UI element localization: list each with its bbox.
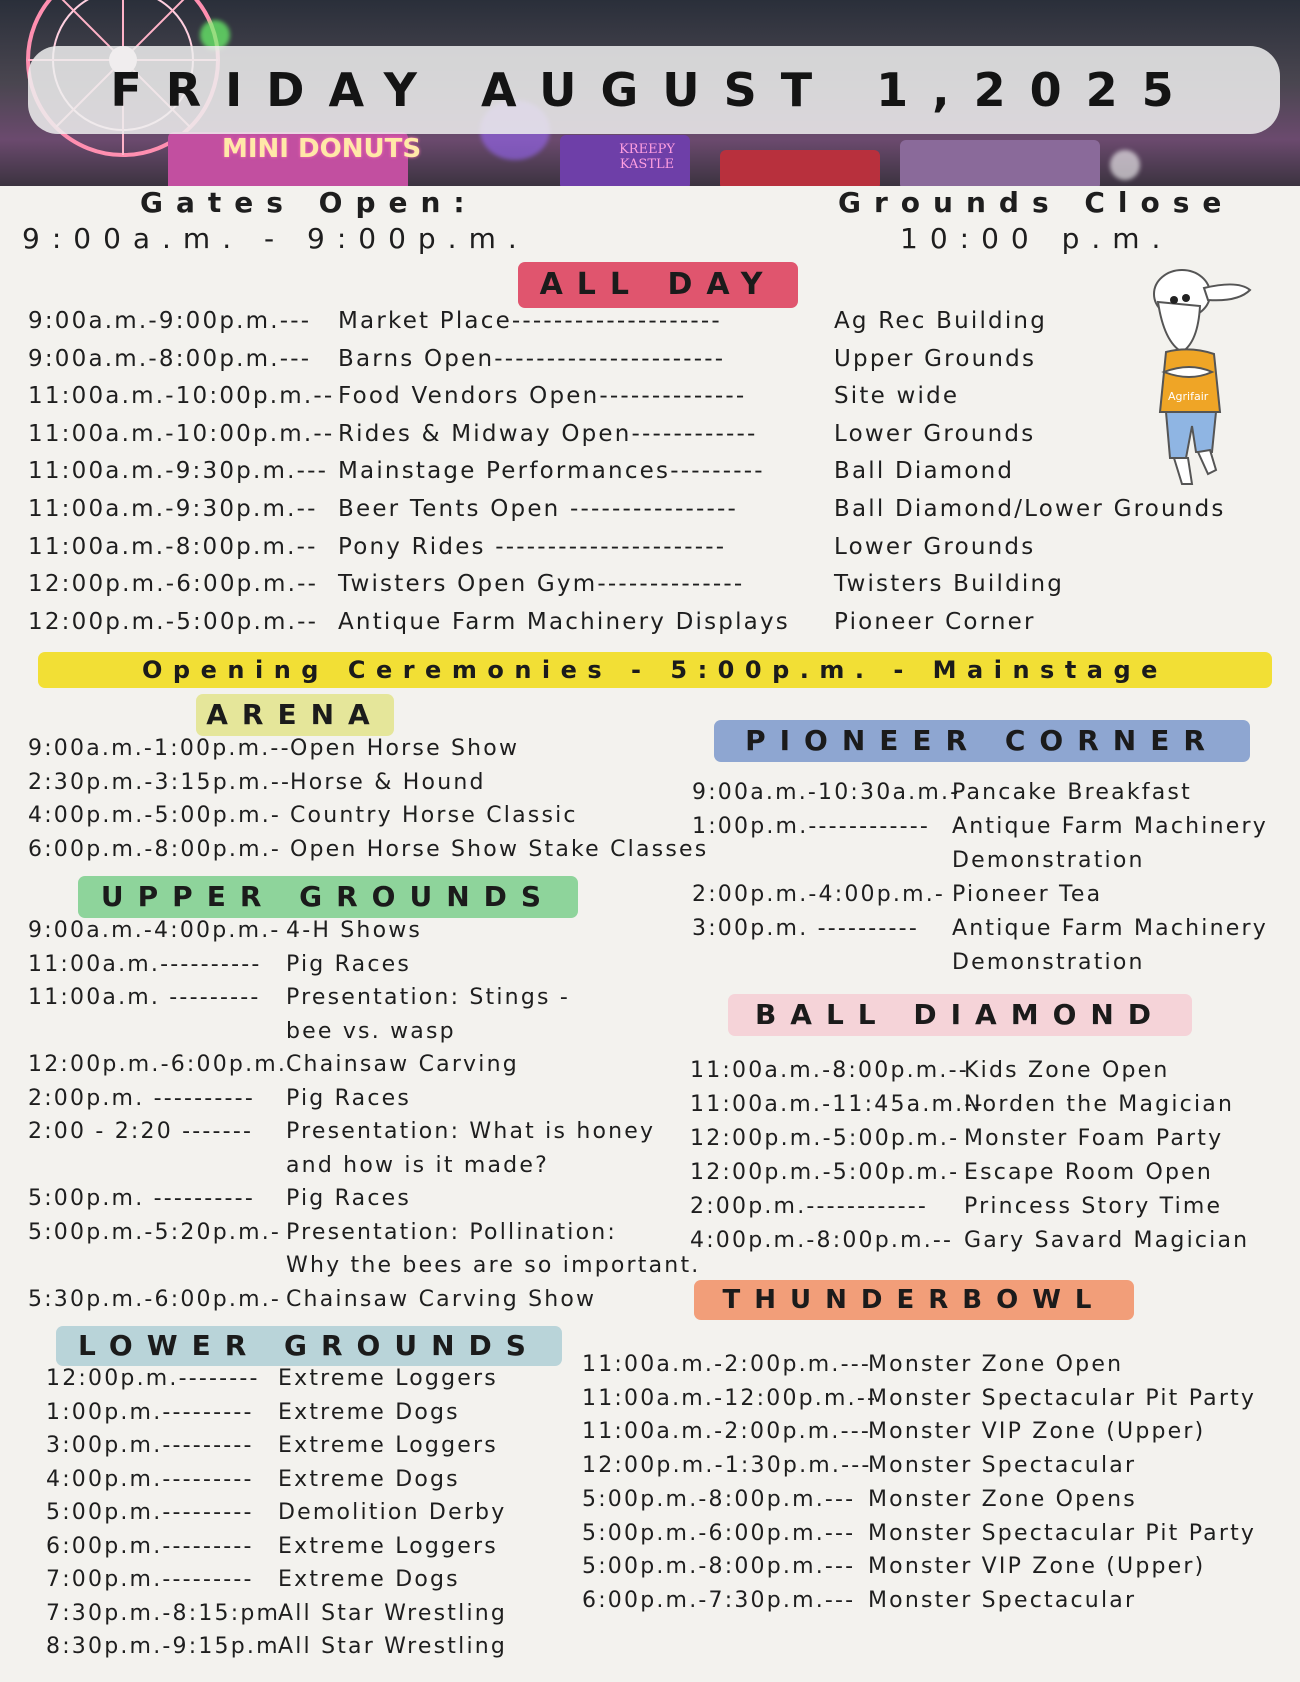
row-event: Mainstage Performances--------- xyxy=(338,458,765,484)
row-place: Lower Grounds xyxy=(834,421,1036,447)
row-event: Chainsaw Carving Show xyxy=(286,1287,597,1312)
row-event: Beer Tents Open ---------------- xyxy=(338,496,738,522)
row-event: Chainsaw Carving xyxy=(286,1052,519,1077)
row-event: Monster Spectacular xyxy=(868,1453,1137,1478)
row-time: 11:00a.m.-12:00p.m.-- xyxy=(582,1386,878,1411)
row-event: Open Horse Show Stake Classes xyxy=(290,837,709,862)
row-event: Pig Races xyxy=(286,1086,412,1111)
row-time: 4:00p.m.-5:00p.m.- xyxy=(28,803,282,828)
row-time: 12:00p.m.-5:00p.m.- xyxy=(690,1126,960,1151)
row-event: and how is it made? xyxy=(286,1153,549,1178)
row-event: Norden the Magician xyxy=(964,1092,1235,1117)
row-time: 7:00p.m.--------- xyxy=(46,1567,254,1592)
row-event: Monster VIP Zone (Upper) xyxy=(868,1554,1206,1579)
row-event: Extreme Dogs xyxy=(278,1567,460,1592)
lower-grounds-badge: LOWER GROUNDS xyxy=(56,1326,562,1366)
row-time: 2:00p.m.------------ xyxy=(690,1194,929,1219)
row-event: Presentation: Pollination: xyxy=(286,1220,618,1245)
row-time: 11:00a.m.---------- xyxy=(28,952,262,977)
row-time: 11:00a.m.-8:00p.m.-- xyxy=(28,534,318,560)
row-event: Extreme Dogs xyxy=(278,1400,460,1425)
row-event: Pancake Breakfast xyxy=(952,780,1192,805)
kreepy-kastle-sign: KREEPY KASTLE xyxy=(619,142,675,172)
row-time: 8:30p.m.-9:15p.m xyxy=(46,1634,280,1659)
row-event: Demonstration xyxy=(952,950,1145,975)
row-time: 2:00p.m. ---------- xyxy=(28,1086,255,1111)
row-time: 11:00a.m.-2:00p.m.--- xyxy=(582,1419,872,1444)
row-time: 12:00p.m.-------- xyxy=(46,1366,260,1391)
row-event: Twisters Open Gym-------------- xyxy=(338,571,745,597)
thunderbowl-badge: THUNDERBOWL xyxy=(694,1280,1134,1320)
row-time: 9:00a.m.-8:00p.m.--- xyxy=(28,346,312,372)
row-event: Pig Races xyxy=(286,952,412,977)
row-event: Monster Zone Open xyxy=(868,1352,1124,1377)
row-place: Ball Diamond/Lower Grounds xyxy=(834,496,1226,522)
row-event: Open Horse Show xyxy=(290,736,520,761)
row-event: Extreme Loggers xyxy=(278,1366,498,1391)
row-event: Food Vendors Open-------------- xyxy=(338,383,747,409)
row-place: Upper Grounds xyxy=(834,346,1037,372)
row-event: Presentation: What is honey xyxy=(286,1119,656,1144)
row-place: Ball Diamond xyxy=(834,458,1015,484)
row-event: Antique Farm Machinery xyxy=(952,814,1268,839)
row-event: Market Place-------------------- xyxy=(338,308,722,334)
row-event: Antique Farm Machinery Displays xyxy=(338,609,790,635)
row-time: 12:00p.m.-6:00p.m.-- xyxy=(28,571,319,597)
row-place: Twisters Building xyxy=(834,571,1065,597)
row-place: Lower Grounds xyxy=(834,534,1036,560)
row-time: 6:00p.m.-8:00p.m.- xyxy=(28,837,282,862)
row-time: 12:00p.m.-1:30p.m.--- xyxy=(582,1453,872,1478)
row-time: 9:00a.m.-10:30a.m.- xyxy=(692,780,961,805)
sheep-mascot-icon xyxy=(1138,262,1258,492)
row-event: bee vs. wasp xyxy=(286,1019,456,1044)
row-event: Horse & Hound xyxy=(290,770,486,795)
row-time: 11:00a.m.-10:00p.m.-- xyxy=(28,383,335,409)
row-time: 11:00a.m.-8:00p.m.-- xyxy=(690,1058,969,1083)
row-event: Demonstration xyxy=(952,848,1145,873)
row-place: Site wide xyxy=(834,383,960,409)
row-time: 1:00p.m.------------ xyxy=(692,814,931,839)
row-time: 3:00p.m. ---------- xyxy=(692,916,919,941)
row-event: Presentation: Stings - xyxy=(286,985,570,1010)
row-time: 9:00a.m.-9:00p.m.--- xyxy=(28,308,312,334)
row-event: Extreme Loggers xyxy=(278,1534,498,1559)
row-event: All Star Wrestling xyxy=(278,1601,508,1626)
row-time: 9:00a.m.-1:00p.m.-- xyxy=(28,736,291,761)
row-time: 9:00a.m.-4:00p.m.- xyxy=(28,918,281,943)
row-event: Pioneer Tea xyxy=(952,882,1103,907)
upper-grounds-badge: UPPER GROUNDS xyxy=(78,876,578,918)
row-time: 12:00p.m.-6:00p.m. xyxy=(28,1052,288,1077)
row-time: 6:00p.m.--------- xyxy=(46,1534,254,1559)
row-time: 2:00p.m.-4:00p.m.- xyxy=(692,882,946,907)
row-event: Demolition Derby xyxy=(278,1500,507,1525)
row-event: Why the bees are so important. xyxy=(286,1253,701,1278)
row-time: 5:00p.m. ---------- xyxy=(28,1186,255,1211)
row-time: 11:00a.m.-11:45a.m.-- xyxy=(690,1092,985,1117)
row-time: 5:00p.m.-8:00p.m.--- xyxy=(582,1487,856,1512)
all-day-badge: ALL DAY xyxy=(518,262,798,308)
row-time: 5:00p.m.--------- xyxy=(46,1500,254,1525)
ball-diamond-badge: BALL DIAMOND xyxy=(728,994,1192,1036)
arena-badge: ARENA xyxy=(196,694,394,736)
gates-open-label: Gates Open: xyxy=(140,186,478,219)
row-event: Barns Open---------------------- xyxy=(338,346,726,372)
row-event: Princess Story Time xyxy=(964,1194,1223,1219)
row-place: Pioneer Corner xyxy=(834,609,1036,635)
row-time: 6:00p.m.-7:30p.m.--- xyxy=(582,1588,856,1613)
row-time: 2:00 - 2:20 ------- xyxy=(28,1119,254,1144)
row-time: 11:00a.m.-10:00p.m.-- xyxy=(28,421,335,447)
row-place: Ag Rec Building xyxy=(834,308,1048,334)
row-event: Monster Spectacular Pit Party xyxy=(868,1386,1257,1411)
row-time: 11:00a.m. --------- xyxy=(28,985,261,1010)
row-event: Rides & Midway Open------------ xyxy=(338,421,758,447)
row-time: 12:00p.m.-5:00p.m.-- xyxy=(28,609,319,635)
row-event: Antique Farm Machinery xyxy=(952,916,1268,941)
page-title: FRIDAY AUGUST 1,2025 xyxy=(110,63,1198,117)
pioneer-corner-badge: PIONEER CORNER xyxy=(714,720,1250,762)
grounds-close-time: 10:00 p.m. xyxy=(900,222,1173,255)
row-event: Country Horse Classic xyxy=(290,803,578,828)
row-time: 5:00p.m.-6:00p.m.--- xyxy=(582,1521,856,1546)
row-event: Monster Spectacular xyxy=(868,1588,1137,1613)
row-event: Gary Savard Magician xyxy=(964,1228,1250,1253)
mini-donuts-sign: MINI DONUTS xyxy=(222,134,422,164)
row-time: 4:00p.m.--------- xyxy=(46,1467,254,1492)
row-time: 11:00a.m.-9:30p.m.-- xyxy=(28,496,318,522)
row-time: 3:00p.m.--------- xyxy=(46,1433,254,1458)
row-event: Pig Races xyxy=(286,1186,412,1211)
row-time: 11:00a.m.-2:00p.m.--- xyxy=(582,1352,872,1377)
row-event: Extreme Dogs xyxy=(278,1467,460,1492)
row-event: Monster Spectacular Pit Party xyxy=(868,1521,1257,1546)
row-time: 11:00a.m.-9:30p.m.--- xyxy=(28,458,329,484)
grounds-close-label: Grounds Close xyxy=(838,186,1235,219)
row-time: 5:30p.m.-6:00p.m.- xyxy=(28,1287,282,1312)
row-event: All Star Wrestling xyxy=(278,1634,508,1659)
row-time: 5:00p.m.-5:20p.m.- xyxy=(28,1220,282,1245)
row-event: Monster Foam Party xyxy=(964,1126,1224,1151)
row-event: Monster VIP Zone (Upper) xyxy=(868,1419,1206,1444)
opening-ceremonies-banner: Opening Ceremonies - 5:00p.m. - Mainstage xyxy=(38,652,1272,688)
gates-open-time: 9:00a.m. - 9:00p.m. xyxy=(22,222,529,255)
row-event: Escape Room Open xyxy=(964,1160,1214,1185)
mascot-shirt-text: Agrifair xyxy=(1168,390,1209,403)
row-event: Extreme Loggers xyxy=(278,1433,498,1458)
row-event: Monster Zone Opens xyxy=(868,1487,1137,1512)
row-time: 2:30p.m.-3:15p.m.-- xyxy=(28,770,292,795)
row-time: 5:00p.m.-8:00p.m.--- xyxy=(582,1554,856,1579)
row-time: 4:00p.m.-8:00p.m.-- xyxy=(690,1228,954,1253)
row-event: 4-H Shows xyxy=(286,918,423,943)
row-time: 12:00p.m.-5:00p.m.- xyxy=(690,1160,960,1185)
row-event: Kids Zone Open xyxy=(964,1058,1170,1083)
row-time: 1:00p.m.--------- xyxy=(46,1400,254,1425)
row-time: 7:30p.m.-8:15:pm xyxy=(46,1601,281,1626)
row-event: Pony Rides ---------------------- xyxy=(338,534,727,560)
